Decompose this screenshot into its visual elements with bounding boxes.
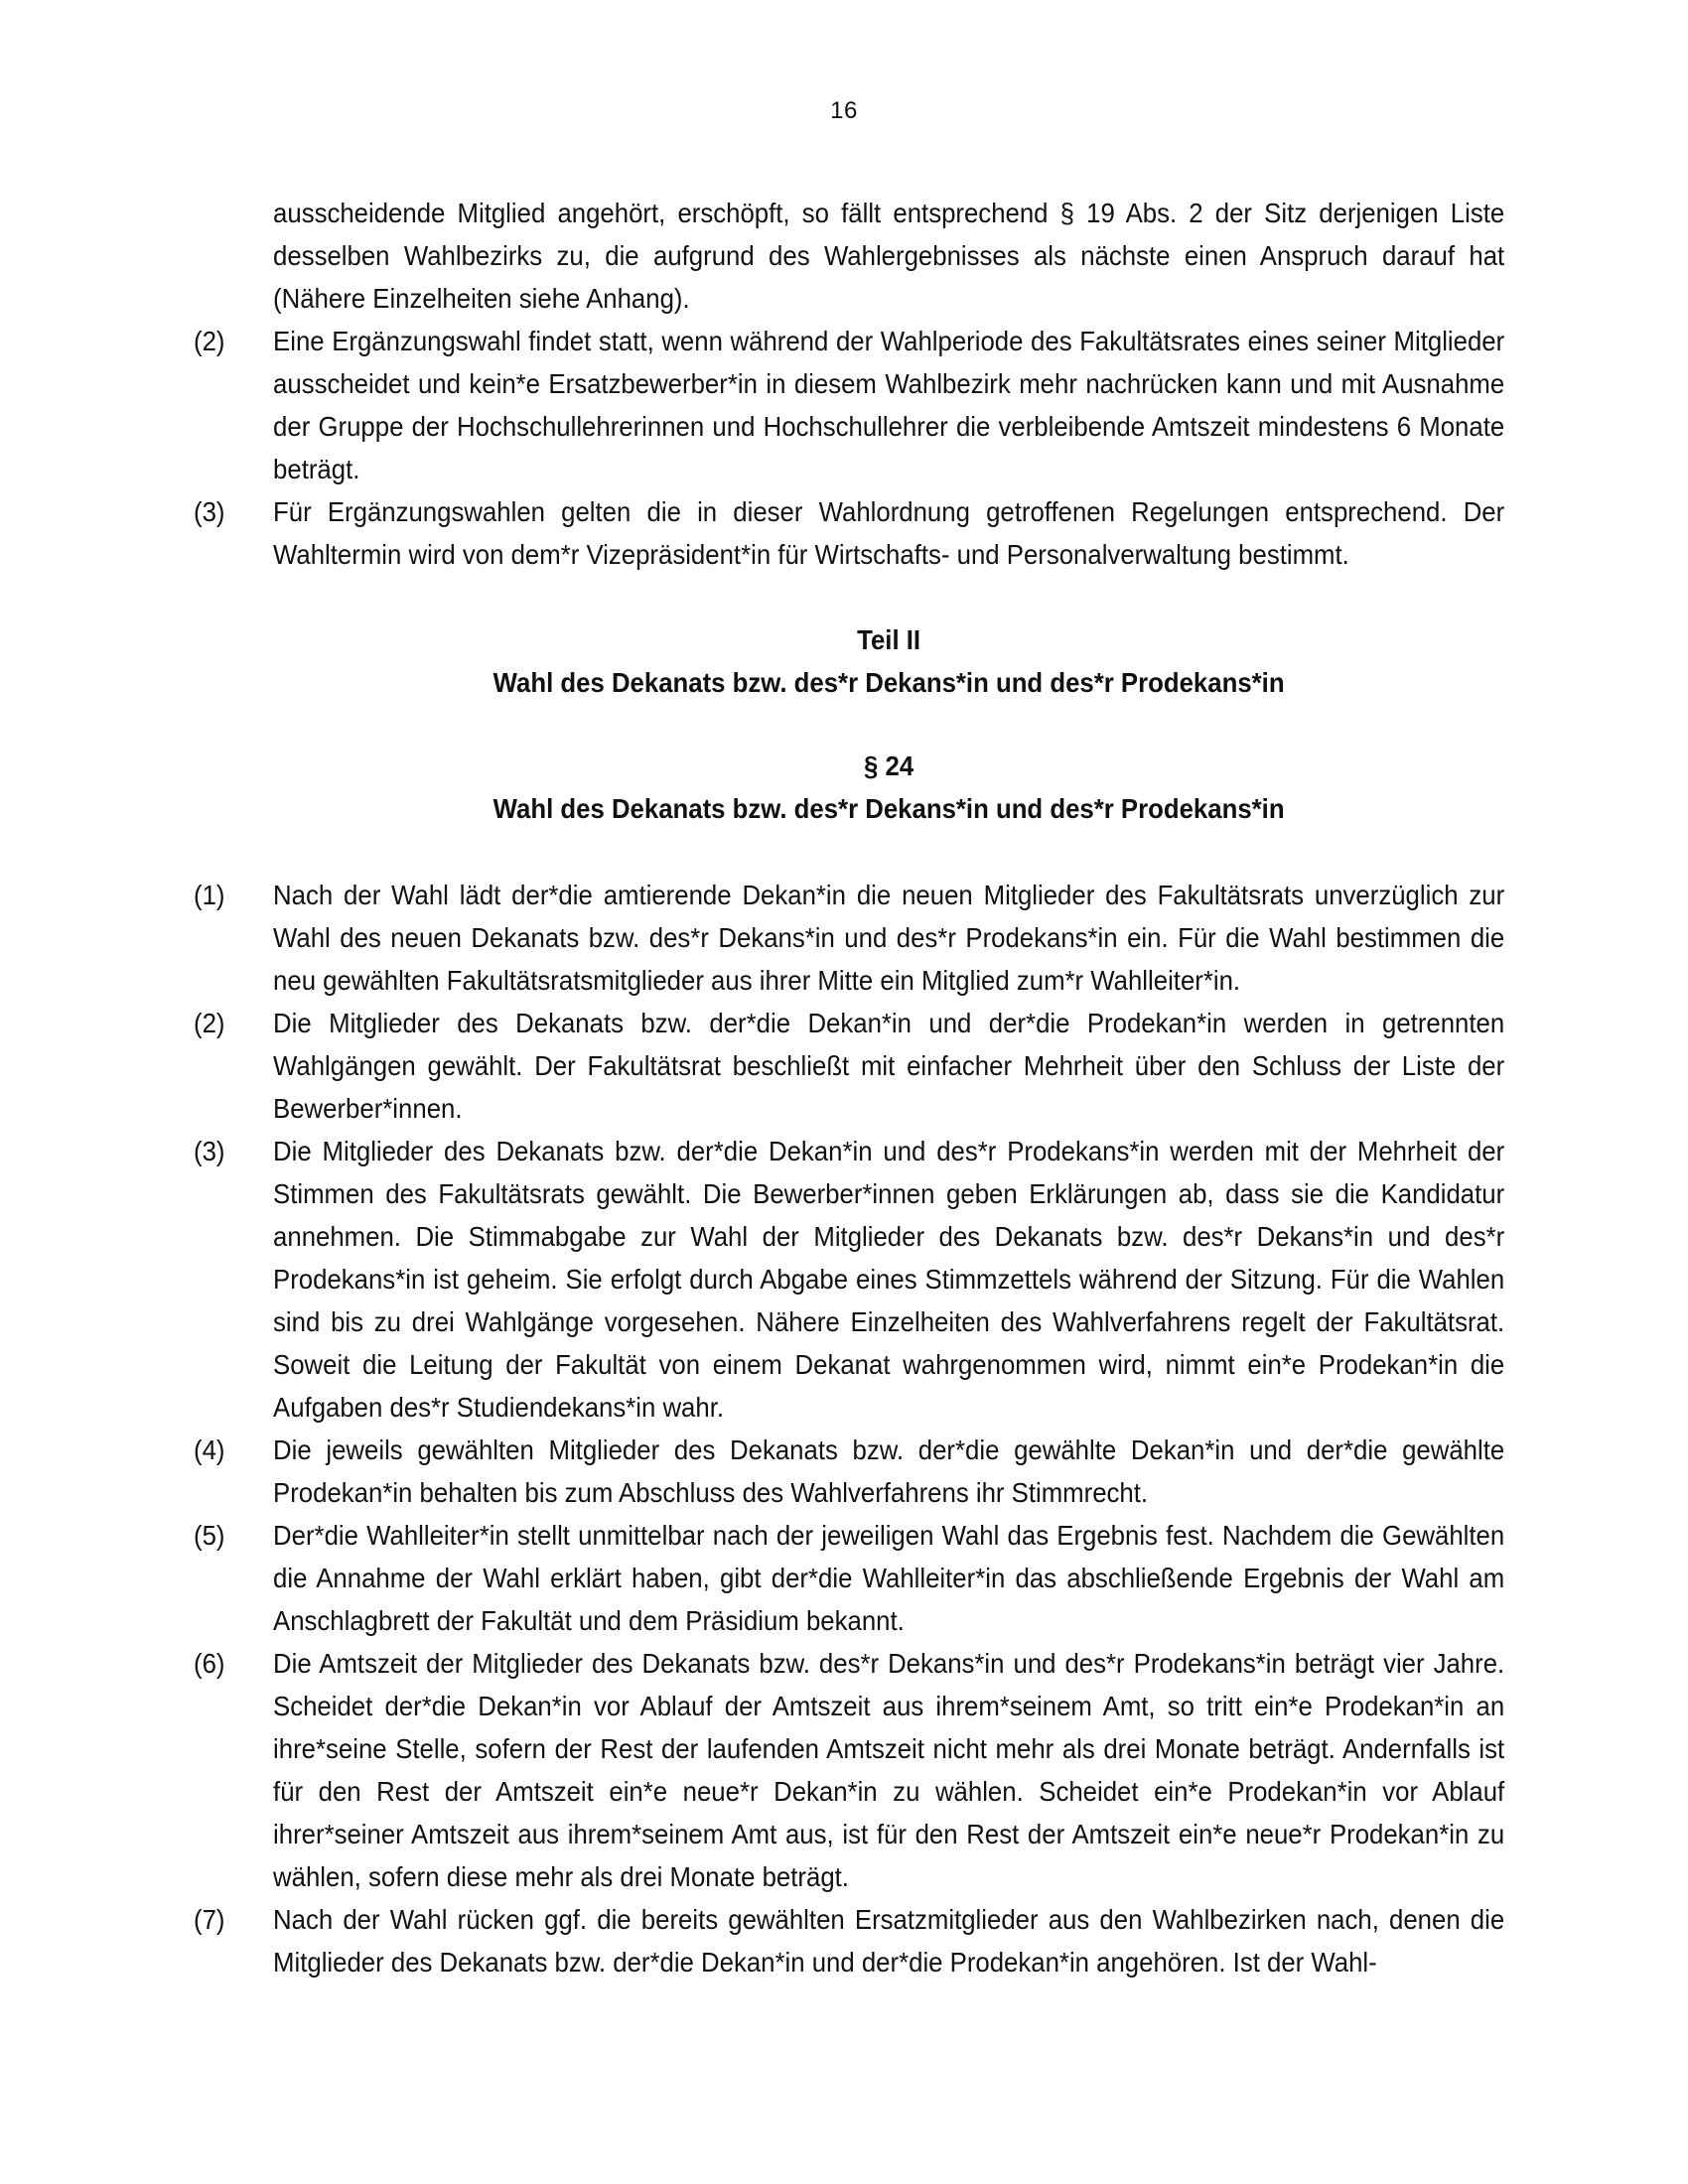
paragraph-text: Für Ergänzungswahlen gelten die in dieser Wahlordnung getroffenen Regelungen entsprechend. Der Wahltermin wird von dem*r Vizepräsident*in für Wirtschafts- und Personalverwaltung bestimmt. (273, 496, 1505, 570)
paragraph-text: Nach der Wahl rücken ggf. die bereits gewählten Ersatzmitglieder aus den Wahlbezirken nach, denen die Mitglieder des Dekanats bzw. der*die Dekan*in und der*die Prodekan*in angehören. Ist der Wahl- (273, 1904, 1505, 1978)
section-title: Wahl des Dekanats bzw. des*r Dekans*in und des*r Prodekans*in (492, 793, 1285, 824)
part-title: Wahl des Dekanats bzw. des*r Dekans*in und des*r Prodekans*in (492, 667, 1285, 698)
section-24-paragraph-1 (194, 874, 1504, 1002)
section-24-paragraph-3 (194, 1130, 1504, 1429)
part-label: Teil II (857, 624, 921, 655)
part-heading (194, 618, 1504, 704)
section-23-paragraph-3 (194, 490, 1504, 576)
paragraph-number: (5) (194, 1520, 225, 1551)
paragraph-number: (7) (194, 1904, 225, 1935)
section-heading (194, 745, 1504, 830)
paragraph-text: ausscheidende Mitglied angehört, erschöpft, so fällt entsprechend § 19 Abs. 2 der Sitz derjenigen Liste desselben Wahlbezirks zu, die aufgrund des Wahlergebnisses als nächste einen Anspruch darauf hat (Nähere Einzelheiten siehe Anhang). (273, 198, 1505, 314)
paragraph-number: (1) (194, 880, 225, 910)
paragraph-number: (2) (194, 1008, 225, 1038)
section-24-paragraph-2 (194, 1002, 1504, 1130)
page-number: 16 (830, 97, 858, 124)
paragraph-text: Die Mitglieder des Dekanats bzw. der*die Dekan*in und der*die Prodekan*in werden in getrennten Wahlgängen gewählt. Der Fakultätsrat beschließt mit einfacher Mehrheit über den Schluss der Liste der Bewerber*innen. (273, 1008, 1505, 1124)
paragraph-number: (4) (194, 1434, 225, 1465)
paragraph-number: (2) (194, 326, 225, 356)
paragraph-text: Der*die Wahlleiter*in stellt unmittelbar nach der jeweiligen Wahl das Ergebnis fest. Nachdem die Gewählten die Annahme der Wahl erklärt haben, gibt der*die Wahlleiter*in das abschließende Ergebnis der Wahl am Anschlagbrett der Fakultät und dem Präsidium bekannt. (273, 1520, 1505, 1636)
section-24-paragraph-4 (194, 1429, 1504, 1514)
section-24-paragraph-5 (194, 1514, 1504, 1642)
paragraph-text: Nach der Wahl lädt der*die amtierende Dekan*in die neuen Mitglieder des Fakultätsrats unverzüglich zur Wahl des neuen Dekanats bzw. des*r Dekans*in und des*r Prodekans*in ein. Für die Wahl bestimmen die neu gewählten Fakultätsratsmitglieder aus ihrer Mitte ein Mitglied zum*r Wahlleiter*in. (273, 880, 1505, 996)
paragraph-text: Die jeweils gewählten Mitglieder des Dekanats bzw. der*die gewählte Dekan*in und der*die gewählte Prodekan*in behalten bis zum Abschluss des Wahlverfahrens ihr Stimmrecht. (273, 1434, 1505, 1508)
continued-paragraph (194, 192, 1504, 320)
paragraph-text: Die Mitglieder des Dekanats bzw. der*die Dekan*in und des*r Prodekans*in werden mit der Mehrheit der Stimmen des Fakultätsrats gewählt. Die Bewerber*innen geben Erklärungen ab, dass sie die Kandidatur annehmen. Die Stimmabgabe zur Wahl der Mitglieder des Dekanats bzw. des*r Dekans*in und des*r Prodekans*in ist geheim. Sie erfolgt durch Abgabe eines Stimmzettels während der Sitzung. Für die Wahlen sind bis zu drei Wahlgänge vorgesehen. Nähere Einzelheiten des Wahlverfahrens regelt der Fakultätsrat. Soweit die Leitung der Fakultät von einem Dekanat wahrgenommen wird, nimmt ein*e Prodekan*in die Aufgaben des*r Studiendekans*in wahr. (273, 1136, 1505, 1423)
section-23-paragraph-2 (194, 320, 1504, 490)
section-24-paragraph-6 (194, 1642, 1504, 1898)
paragraph-number: (6) (194, 1648, 225, 1679)
paragraph-text: Die Amtszeit der Mitglieder des Dekanats bzw. des*r Dekans*in und des*r Prodekans*in beträgt vier Jahre. Scheidet der*die Dekan*in vor Ablauf der Amtszeit aus ihrem*seinem Amt, so tritt ein*e Prodekan*in an ihre*seine Stelle, sofern der Rest der laufenden Amtszeit nicht mehr als drei Monate beträgt. Andernfalls ist für den Rest der Amtszeit ein*e neue*r Dekan*in zu wählen. Scheidet ein*e Prodekan*in vor Ablauf ihrer*seiner Amtszeit aus ihrem*seinem Amt aus, ist für den Rest der Amtszeit ein*e neue*r Prodekan*in zu wählen, sofern diese mehr als drei Monate beträgt. (273, 1648, 1505, 1892)
paragraph-text: Eine Ergänzungswahl findet statt, wenn während der Wahlperiode des Fakultätsrates eines seiner Mitglieder ausscheidet und kein*e Ersatzbewerber*in in diesem Wahlbezirk mehr nachrücken kann und mit Ausnahme der Gruppe der Hochschullehrerinnen und Hochschullehrer die verbleibende Amtszeit mindestens 6 Monate beträgt. (273, 326, 1505, 484)
paragraph-number: (3) (194, 496, 225, 527)
section-24-paragraph-7 (194, 1898, 1504, 1983)
paragraph-number: (3) (194, 1136, 225, 1166)
section-label: § 24 (864, 751, 914, 781)
document-body (194, 192, 1505, 1983)
